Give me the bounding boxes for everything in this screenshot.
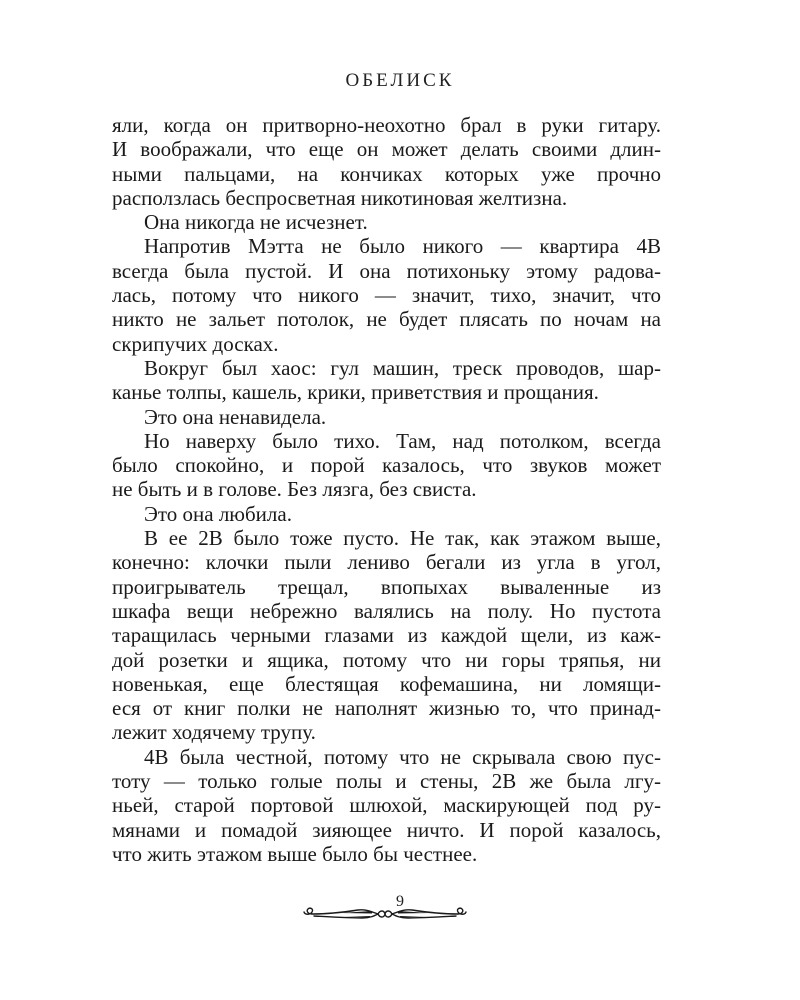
text-line: конечно: клочки пыли лениво бегали из угла в угол,: [112, 550, 661, 575]
text-line: Это она любила.: [144, 501, 292, 526]
text-line: всегда была пустой. И она потихоньку этому радова-: [112, 258, 661, 283]
text-line: расползлась беспросветная никотиновая желтизна.: [112, 185, 568, 210]
text-line: 4В была честной, потому что не скрывала свою пус-: [144, 744, 661, 769]
text-line: Она никогда не исчезнет.: [144, 210, 368, 235]
text-line: Это она ненавидела.: [144, 404, 327, 429]
text-line: тоту — только голые полы и стены, 2В же была лгу-: [112, 769, 661, 794]
text-line: никто не зальет потолок, не будет плясать по ночам на: [112, 307, 661, 332]
body-text: [112, 113, 661, 866]
text-line: ными пальцами, на кончиках которых уже прочно: [112, 161, 661, 186]
text-line: что жить этажом выше было бы честнее.: [112, 841, 478, 866]
text-line: И воображали, что еще он может делать своими длин-: [112, 137, 661, 162]
text-line: мянами и помадой зияющее ничто. И порой казалось,: [112, 817, 661, 842]
text-line: ньей, старой портовой шлюхой, маскирующей под ру-: [112, 793, 661, 818]
text-line: В ее 2В было тоже пусто. Не так, как этажом выше,: [144, 526, 661, 551]
text-line: Напротив Мэтта не было никого — квартира 4В: [144, 234, 661, 259]
text-line: еся от книг полки не наполнят жизнью то, что принад-: [112, 696, 661, 721]
text-line: таращилась черными глазами из каждой щели, из каж-: [112, 623, 661, 648]
text-line: лась, потому что никого — значит, тихо, значит, что: [112, 283, 661, 308]
text-line: дой розетки и ящика, потому что ни горы тряпья, ни: [112, 647, 661, 672]
flourish-ornament-icon: [300, 900, 470, 928]
text-line: новенькая, еще блестящая кофемашина, ни ломящи-: [112, 671, 661, 696]
page-number: 9: [396, 893, 404, 910]
text-line: канье толпы, кашель, крики, приветствия и прощания.: [112, 380, 599, 405]
text-line: Вокруг был хаос: гул машин, треск проводов, шар-: [144, 355, 661, 380]
text-line: не быть и в голове. Без лязга, без свиста.: [112, 477, 477, 502]
text-line: было спокойно, и порой казалось, что звуков может: [112, 453, 661, 478]
text-line: проигрыватель трещал, впопыхах вываленные из: [112, 574, 661, 599]
text-line: шкафа вещи небрежно валялись на полу. Но пустота: [112, 598, 661, 623]
text-line: лежит ходячему трупу.: [112, 720, 316, 745]
text-line: скрипучих досках.: [112, 331, 279, 356]
text-line: яли, когда он притворно-неохотно брал в руки гитару.: [112, 113, 661, 137]
running-title: ОБЕЛИСК: [345, 70, 455, 91]
text-line: Но наверху было тихо. Там, над потолком, всегда: [144, 428, 661, 453]
